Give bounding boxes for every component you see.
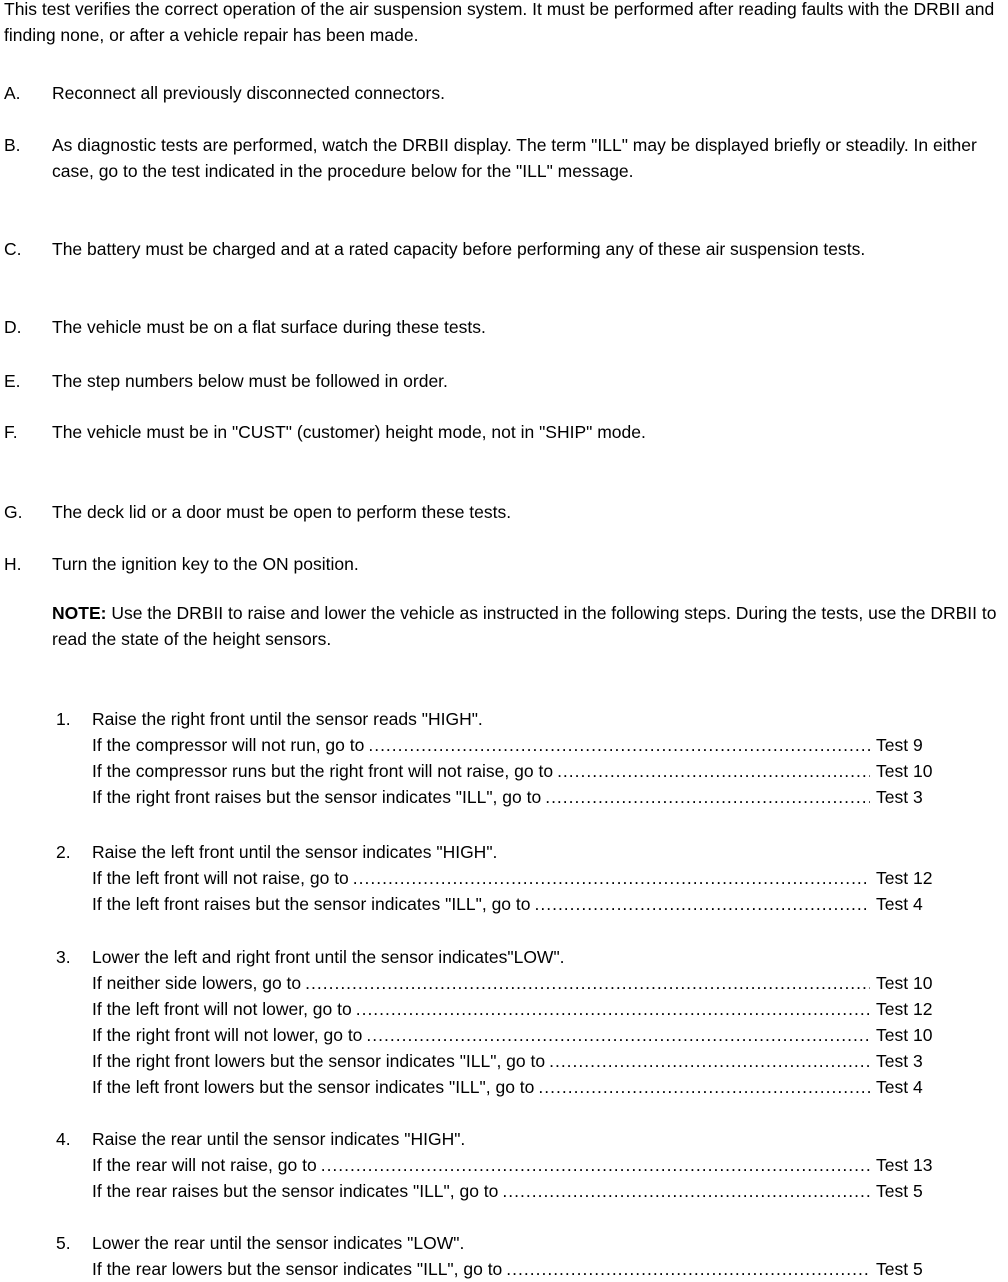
step-text: The battery must be charged and at a rated capacity before performing any of these air suspension tests. — [52, 239, 866, 259]
step-letter: D. — [4, 317, 22, 337]
dot-leader — [545, 784, 870, 810]
procedure-step-2 — [56, 839, 956, 917]
step-letter: B. — [4, 135, 21, 155]
condition-text: If the rear will not raise, go to — [92, 1155, 317, 1175]
dot-leader — [557, 758, 870, 784]
condition-text: If the right front raises but the sensor indicates "ILL", go to — [92, 787, 542, 807]
procedure-number: 2. — [56, 842, 71, 862]
dot-leader — [538, 1074, 870, 1100]
step-letter: H. — [4, 554, 22, 574]
test-reference: Test 5 — [876, 1259, 923, 1279]
condition-row — [92, 758, 956, 784]
step-b — [4, 132, 1000, 184]
note-text: Use the DRBII to raise and lower the vehicle as instructed in the following steps. During the tests, use the DRBII to read the state of the height sensors. — [52, 603, 997, 649]
procedure-number: 3. — [56, 947, 71, 967]
step-a — [4, 80, 1000, 106]
step-c — [4, 236, 1000, 262]
condition-row — [92, 1256, 956, 1282]
condition-row — [92, 865, 956, 891]
condition-text: If the left front will not lower, go to — [92, 999, 352, 1019]
condition-text: If the rear raises but the sensor indicates "ILL", go to — [92, 1181, 499, 1201]
condition-row — [92, 732, 956, 758]
condition-text: If the rear lowers but the sensor indicates "ILL", go to — [92, 1259, 503, 1279]
condition-text: If the left front raises but the sensor indicates "ILL", go to — [92, 894, 531, 914]
dot-leader — [366, 1022, 870, 1048]
procedure-instruction: Raise the left front until the sensor indicates "HIGH". — [92, 842, 498, 862]
step-text: Reconnect all previously disconnected connectors. — [52, 83, 445, 103]
condition-text: If the right front lowers but the sensor indicates "ILL", go to — [92, 1051, 546, 1071]
test-reference: Test 3 — [876, 1051, 923, 1071]
step-text: The deck lid or a door must be open to perform these tests. — [52, 502, 512, 522]
procedure-step-1 — [56, 706, 956, 810]
step-d — [4, 314, 1000, 340]
condition-row — [92, 1178, 956, 1204]
test-reference: Test 3 — [876, 787, 923, 807]
step-f — [4, 419, 1000, 445]
dot-leader — [368, 732, 870, 758]
note-block — [52, 600, 1000, 652]
dot-leader — [535, 891, 871, 917]
step-text: The vehicle must be on a flat surface during these tests. — [52, 317, 486, 337]
condition-row — [92, 970, 956, 996]
test-reference: Test 13 — [876, 1155, 933, 1175]
step-letter: G. — [4, 502, 23, 522]
procedure-step-4 — [56, 1126, 956, 1204]
dot-leader — [549, 1048, 870, 1074]
step-letter: F. — [4, 422, 18, 442]
step-text: The step numbers below must be followed in order. — [52, 371, 448, 391]
dot-leader — [506, 1256, 870, 1282]
procedure-instruction: Raise the right front until the sensor reads "HIGH". — [92, 709, 483, 729]
step-letter: A. — [4, 83, 21, 103]
condition-text: If the compressor will not run, go to — [92, 735, 365, 755]
condition-row — [92, 1074, 956, 1100]
condition-text: If the left front lowers but the sensor indicates "ILL", go to — [92, 1077, 535, 1097]
procedure-step-5 — [56, 1230, 956, 1282]
procedure-step-3 — [56, 944, 956, 1100]
test-reference: Test 9 — [876, 735, 923, 755]
test-reference: Test 12 — [876, 999, 933, 1019]
intro-paragraph: This test verifies the correct operation of the air suspension system. It must be performed after reading faults with the DRBII and finding none, or after a vehicle repair has been made. — [4, 0, 995, 45]
step-text: Turn the ignition key to the ON position. — [52, 554, 359, 574]
condition-text: If the left front will not raise, go to — [92, 868, 349, 888]
step-h — [4, 551, 1000, 577]
test-reference: Test 5 — [876, 1181, 923, 1201]
dot-leader — [321, 1152, 870, 1178]
test-reference: Test 4 — [876, 1077, 923, 1097]
condition-text: If neither side lowers, go to — [92, 973, 302, 993]
dot-leader — [305, 970, 870, 996]
dot-leader — [502, 1178, 870, 1204]
test-reference: Test 10 — [876, 973, 933, 993]
condition-row — [92, 1152, 956, 1178]
step-letter: E. — [4, 371, 21, 391]
test-reference: Test 4 — [876, 894, 923, 914]
step-e — [4, 368, 1000, 394]
procedure-instruction: Lower the rear until the sensor indicates "LOW". — [92, 1233, 465, 1253]
step-text: As diagnostic tests are performed, watch the DRBII display. The term "ILL" may be displayed briefly or steadily. In either case, go to the test indicated in the procedure below for the "ILL" message. — [52, 135, 977, 181]
test-reference: Test 12 — [876, 868, 933, 888]
condition-row — [92, 1048, 956, 1074]
procedure-number: 4. — [56, 1129, 71, 1149]
procedure-instruction: Raise the rear until the sensor indicates "HIGH". — [92, 1129, 466, 1149]
dot-leader — [356, 996, 870, 1022]
procedure-number: 1. — [56, 709, 71, 729]
test-reference: Test 10 — [876, 1025, 933, 1045]
condition-text: If the compressor runs but the right front will not raise, go to — [92, 761, 554, 781]
condition-row — [92, 996, 956, 1022]
dot-leader — [353, 865, 870, 891]
procedure-instruction: Lower the left and right front until the sensor indicates"LOW". — [92, 947, 565, 967]
condition-row — [92, 784, 956, 810]
procedure-number: 5. — [56, 1233, 71, 1253]
test-reference: Test 10 — [876, 761, 933, 781]
condition-row — [92, 891, 956, 917]
note-label: NOTE: — [52, 603, 107, 623]
condition-text: If the right front will not lower, go to — [92, 1025, 363, 1045]
condition-row — [92, 1022, 956, 1048]
step-text: The vehicle must be in "CUST" (customer) height mode, not in "SHIP" mode. — [52, 422, 646, 442]
step-g — [4, 499, 1000, 525]
step-letter: C. — [4, 239, 22, 259]
